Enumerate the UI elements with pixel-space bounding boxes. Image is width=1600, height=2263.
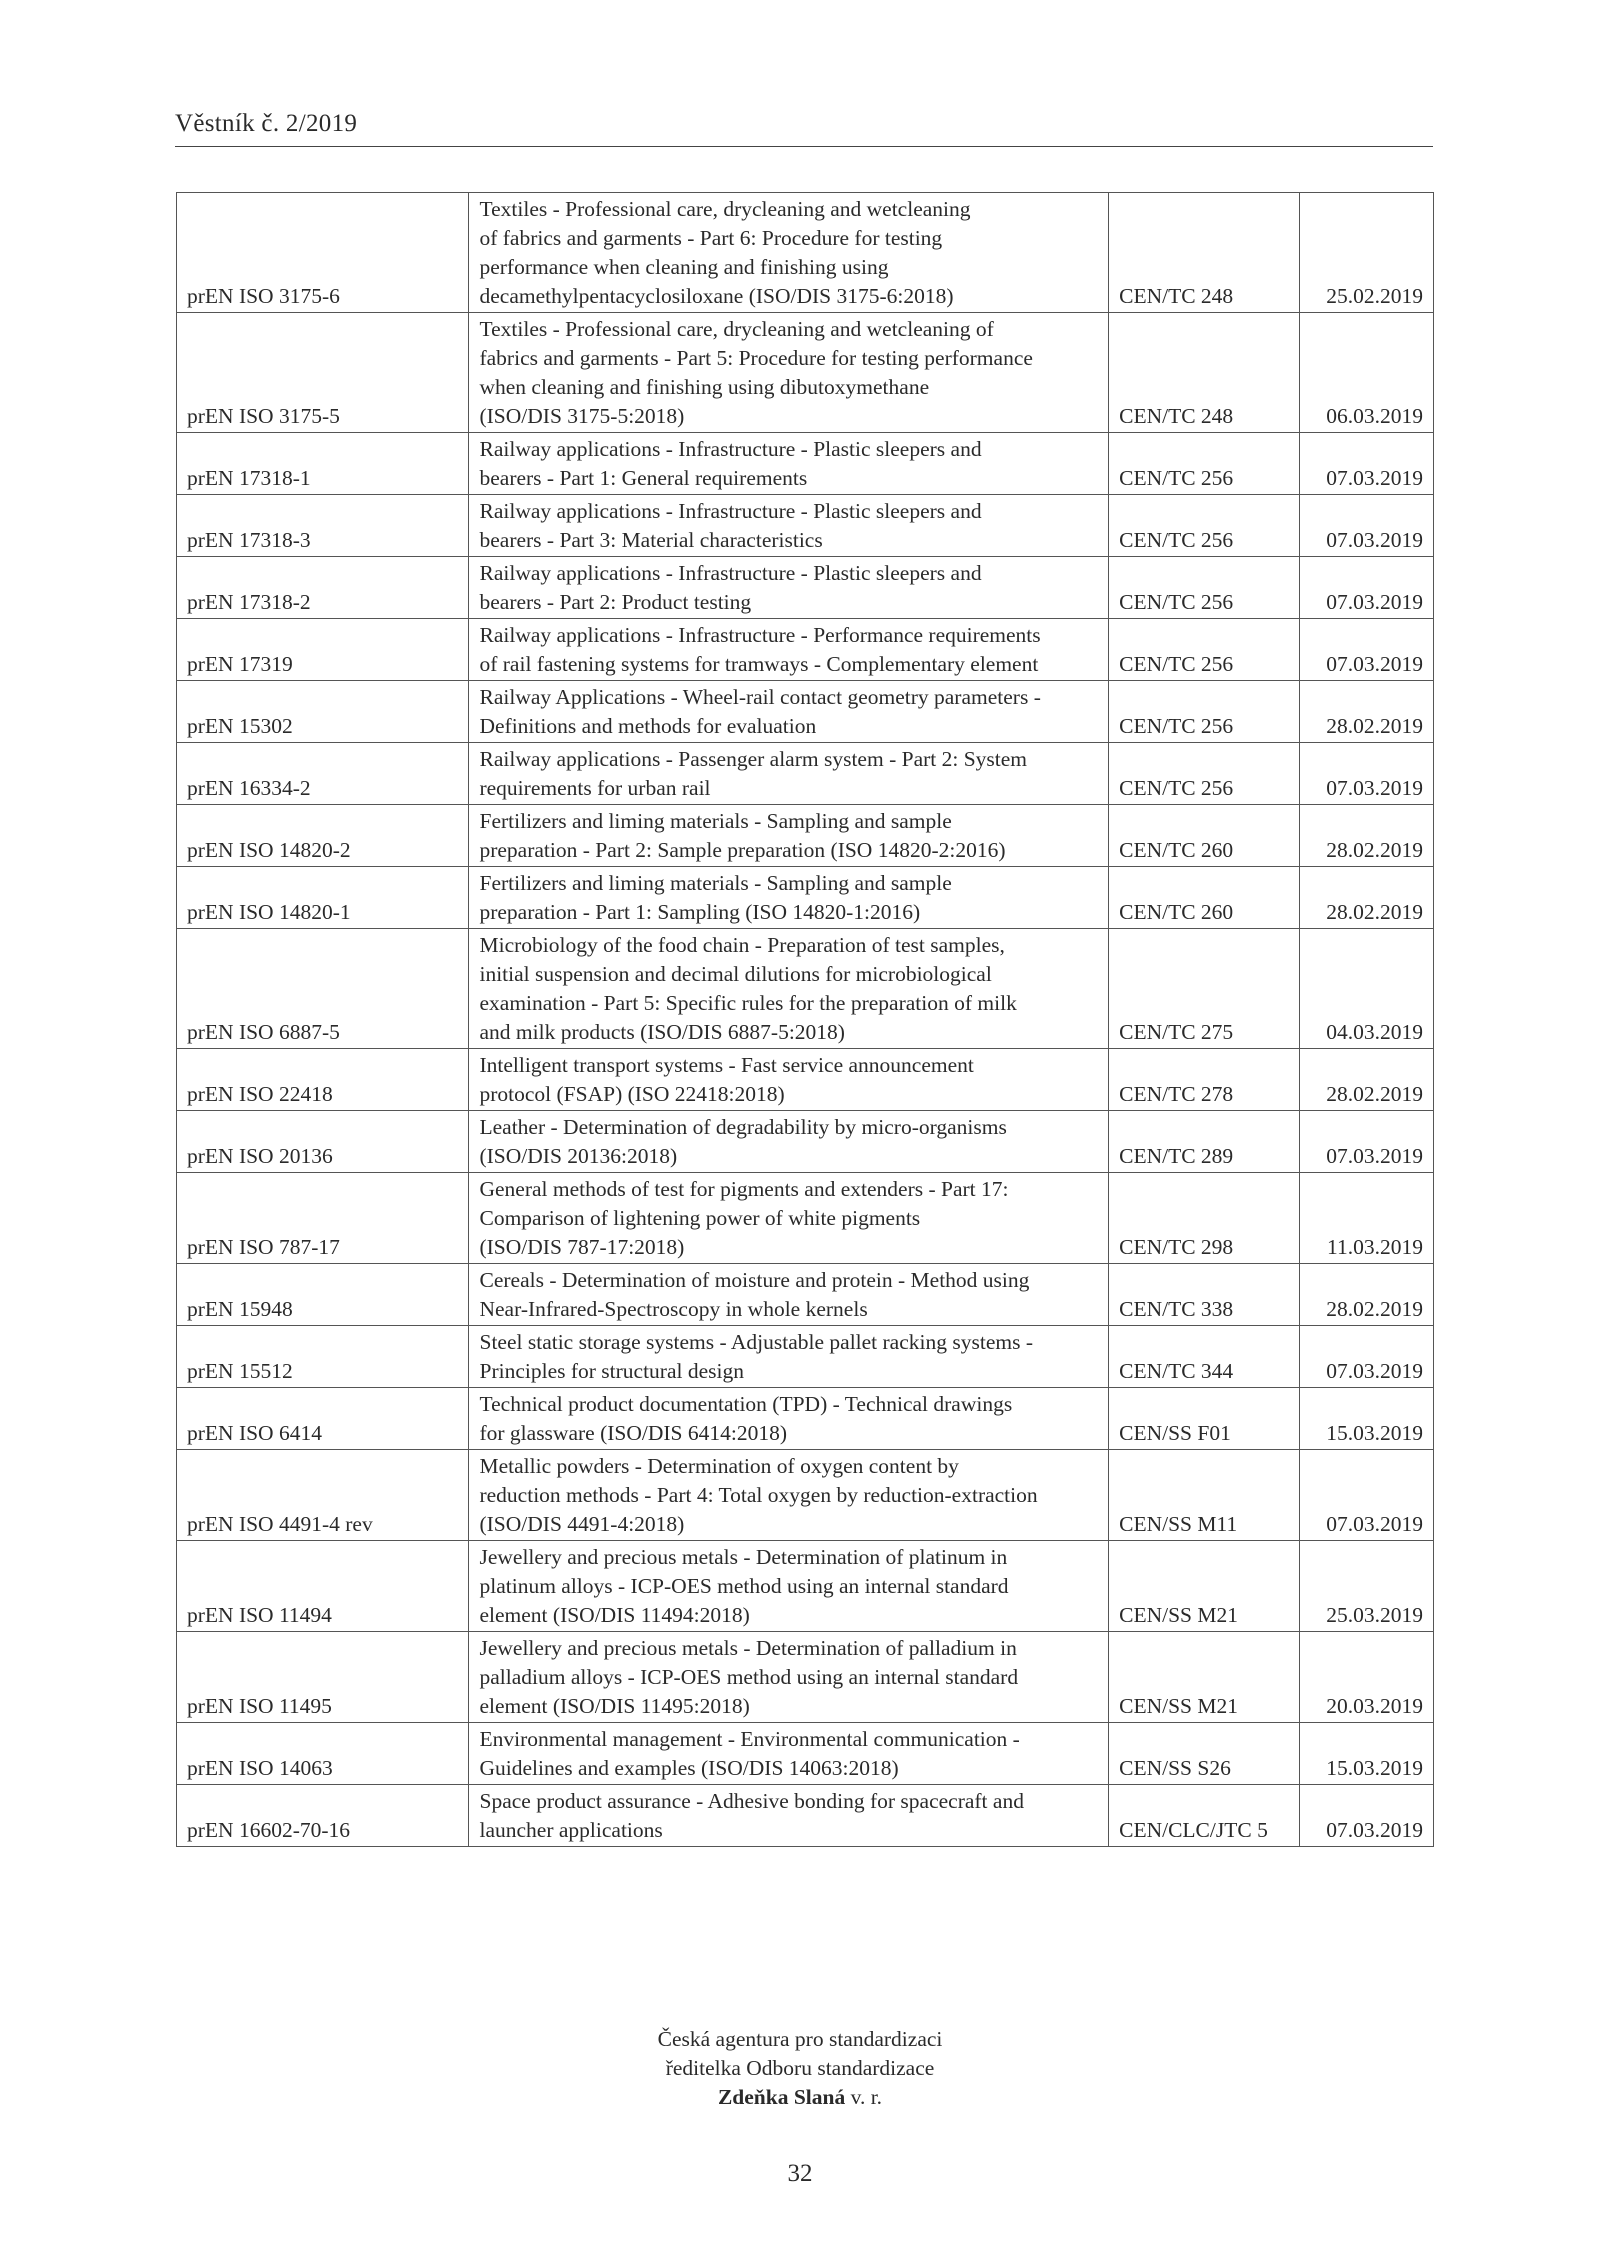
standards-table-body [177, 193, 1434, 1847]
standard-title-cell: Intelligent transport systems - Fast service announcement protocol (FSAP) (ISO 22418:2018) [469, 1049, 1109, 1111]
standard-code-cell: prEN ISO 787-17 [177, 1173, 469, 1264]
committee-cell: CEN/SS F01 [1109, 1388, 1300, 1450]
standard-code-cell: prEN ISO 6414 [177, 1388, 469, 1450]
header-divider [175, 146, 1433, 147]
table-row [177, 1632, 1434, 1723]
committee-cell: CEN/TC 248 [1109, 313, 1300, 433]
table-row [177, 1785, 1434, 1847]
signatory-name: Zdeňka Slaná [717, 2085, 846, 2109]
standard-title-cell: Leather - Determination of degradability by micro-organisms (ISO/DIS 20136:2018) [469, 1111, 1109, 1173]
deadline-date-cell: 20.03.2019 [1300, 1632, 1434, 1723]
standard-title-cell: General methods of test for pigments and extenders - Part 17: Comparison of lightening power of white pigments (ISO/DIS 787-17:2018) [469, 1173, 1109, 1264]
deadline-date-cell: 25.03.2019 [1300, 1541, 1434, 1632]
standard-title-cell: Railway Applications - Wheel-rail contact geometry parameters - Definitions and methods for evaluation [469, 681, 1109, 743]
standard-title-cell: Technical product documentation (TPD) - Technical drawings for glassware (ISO/DIS 6414:2018) [469, 1388, 1109, 1450]
agency-name: Česká agentura pro standardizaci [657, 2027, 943, 2051]
standard-code-cell: prEN 17319 [177, 619, 469, 681]
table-row [177, 1264, 1434, 1326]
deadline-date-cell: 07.03.2019 [1300, 743, 1434, 805]
standard-title-cell: Fertilizers and liming materials - Sampling and sample preparation - Part 1: Sampling (ISO 14820-1:2016) [469, 867, 1109, 929]
committee-cell: CEN/TC 278 [1109, 1049, 1300, 1111]
standard-code-cell: prEN 16602-70-16 [177, 1785, 469, 1847]
deadline-date-cell: 15.03.2019 [1300, 1388, 1434, 1450]
standard-title-cell: Fertilizers and liming materials - Sampling and sample preparation - Part 2: Sample preparation (ISO 14820-2:2016) [469, 805, 1109, 867]
standard-title-cell: Jewellery and precious metals - Determination of palladium in palladium alloys - ICP-OES method using an internal standard element (ISO/DIS 11495:2018) [469, 1632, 1109, 1723]
standards-table [176, 192, 1434, 1847]
committee-cell: CEN/TC 256 [1109, 743, 1300, 805]
deadline-date-cell: 07.03.2019 [1300, 495, 1434, 557]
committee-cell: CEN/CLC/JTC 5 [1109, 1785, 1300, 1847]
deadline-date-cell: 07.03.2019 [1300, 1111, 1434, 1173]
committee-cell: CEN/TC 256 [1109, 495, 1300, 557]
table-row [177, 313, 1434, 433]
committee-cell: CEN/TC 256 [1109, 619, 1300, 681]
standard-code-cell: prEN ISO 6887-5 [177, 929, 469, 1049]
deadline-date-cell: 07.03.2019 [1300, 1785, 1434, 1847]
table-row [177, 929, 1434, 1049]
standard-code-cell: prEN ISO 14820-2 [177, 805, 469, 867]
signature-block [0, 2025, 1600, 2112]
table-row [177, 619, 1434, 681]
committee-cell: CEN/SS M21 [1109, 1541, 1300, 1632]
deadline-date-cell: 07.03.2019 [1300, 1450, 1434, 1541]
standard-title-cell: Railway applications - Infrastructure - Plastic sleepers and bearers - Part 1: General requirements [469, 433, 1109, 495]
standard-title-cell: Textiles - Professional care, drycleaning and wetcleaning of fabrics and garments - Part 6: Procedure for testing performance when cleaning and finishing using decamethylpentacyclosiloxane (ISO/DIS 3175-6:2018) [469, 193, 1109, 313]
deadline-date-cell: 07.03.2019 [1300, 557, 1434, 619]
deadline-date-cell: 28.02.2019 [1300, 805, 1434, 867]
standard-title-cell: Jewellery and precious metals - Determination of platinum in platinum alloys - ICP-OES method using an internal standard element (ISO/DIS 11494:2018) [469, 1541, 1109, 1632]
table-row [177, 805, 1434, 867]
standard-code-cell: prEN ISO 20136 [177, 1111, 469, 1173]
committee-cell: CEN/TC 344 [1109, 1326, 1300, 1388]
table-row [177, 867, 1434, 929]
table-row [177, 743, 1434, 805]
committee-cell: CEN/TC 260 [1109, 867, 1300, 929]
table-row [177, 1450, 1434, 1541]
standard-code-cell: prEN 17318-2 [177, 557, 469, 619]
committee-cell: CEN/TC 256 [1109, 433, 1300, 495]
standard-code-cell: prEN 17318-3 [177, 495, 469, 557]
standard-title-cell: Steel static storage systems - Adjustable pallet racking systems - Principles for structural design [469, 1326, 1109, 1388]
standard-title-cell: Metallic powders - Determination of oxygen content by reduction methods - Part 4: Total oxygen by reduction-extraction (ISO/DIS 4491-4:2018) [469, 1450, 1109, 1541]
standard-title-cell: Railway applications - Infrastructure - Performance requirements of rail fastening systems for tramways - Complementary element [469, 619, 1109, 681]
standard-code-cell: prEN ISO 11494 [177, 1541, 469, 1632]
standard-title-cell: Cereals - Determination of moisture and protein - Method using Near-Infrared-Spectroscopy in whole kernels [469, 1264, 1109, 1326]
standard-title-cell: Environmental management - Environmental communication - Guidelines and examples (ISO/DIS 14063:2018) [469, 1723, 1109, 1785]
deadline-date-cell: 25.02.2019 [1300, 193, 1434, 313]
deadline-date-cell: 11.03.2019 [1300, 1173, 1434, 1264]
committee-cell: CEN/TC 260 [1109, 805, 1300, 867]
table-row [177, 1111, 1434, 1173]
standard-code-cell: prEN ISO 11495 [177, 1632, 469, 1723]
table-row [177, 557, 1434, 619]
committee-cell: CEN/SS M21 [1109, 1632, 1300, 1723]
table-row [177, 495, 1434, 557]
standard-code-cell: prEN ISO 3175-6 [177, 193, 469, 313]
committee-cell: CEN/TC 256 [1109, 557, 1300, 619]
deadline-date-cell: 07.03.2019 [1300, 619, 1434, 681]
committee-cell: CEN/TC 275 [1109, 929, 1300, 1049]
deadline-date-cell: 15.03.2019 [1300, 1723, 1434, 1785]
committee-cell: CEN/SS M11 [1109, 1450, 1300, 1541]
deadline-date-cell: 04.03.2019 [1300, 929, 1434, 1049]
standard-title-cell: Railway applications - Infrastructure - Plastic sleepers and bearers - Part 3: Material characteristics [469, 495, 1109, 557]
standard-title-cell: Textiles - Professional care, drycleaning and wetcleaning of fabrics and garments - Part 5: Procedure for testing performance when cleaning and finishing using dibutoxymethane (ISO/DIS 3175-5:2018) [469, 313, 1109, 433]
deadline-date-cell: 28.02.2019 [1300, 1264, 1434, 1326]
standard-code-cell: prEN ISO 22418 [177, 1049, 469, 1111]
standard-code-cell: prEN 17318-1 [177, 433, 469, 495]
standard-title-cell: Railway applications - Passenger alarm system - Part 2: System requirements for urban rail [469, 743, 1109, 805]
committee-cell: CEN/TC 248 [1109, 193, 1300, 313]
standard-title-cell: Railway applications - Infrastructure - Plastic sleepers and bearers - Part 2: Product testing [469, 557, 1109, 619]
standard-code-cell: prEN 15302 [177, 681, 469, 743]
table-row [177, 681, 1434, 743]
table-row [177, 433, 1434, 495]
table-row [177, 193, 1434, 313]
standard-code-cell: prEN 15948 [177, 1264, 469, 1326]
deadline-date-cell: 06.03.2019 [1300, 313, 1434, 433]
deadline-date-cell: 07.03.2019 [1300, 1326, 1434, 1388]
deadline-date-cell: 28.02.2019 [1300, 1049, 1434, 1111]
standard-code-cell: prEN 15512 [177, 1326, 469, 1388]
table-row [177, 1049, 1434, 1111]
signatory-position: ředitelka Odboru standardizace [665, 2056, 935, 2080]
deadline-date-cell: 28.02.2019 [1300, 681, 1434, 743]
committee-cell: CEN/SS S26 [1109, 1723, 1300, 1785]
table-row [177, 1388, 1434, 1450]
standard-title-cell: Space product assurance - Adhesive bonding for spacecraft and launcher applications [469, 1785, 1109, 1847]
standard-title-cell: Microbiology of the food chain - Preparation of test samples, initial suspension and decimal dilutions for microbiological examination - Part 5: Specific rules for the preparation of milk and milk products (ISO/DIS 6887-5:2018) [469, 929, 1109, 1049]
standard-code-cell: prEN ISO 14820-1 [177, 867, 469, 929]
standard-code-cell: prEN ISO 3175-5 [177, 313, 469, 433]
standard-code-cell: prEN ISO 14063 [177, 1723, 469, 1785]
committee-cell: CEN/TC 298 [1109, 1173, 1300, 1264]
signatory-line [0, 2083, 1600, 2112]
table-row [177, 1541, 1434, 1632]
standard-code-cell: prEN ISO 4491-4 rev [177, 1450, 469, 1541]
page-number: 32 [787, 2160, 813, 2187]
signatory-suffix: v. r. [850, 2085, 883, 2109]
standard-code-cell: prEN 16334-2 [177, 743, 469, 805]
committee-cell: CEN/TC 289 [1109, 1111, 1300, 1173]
deadline-date-cell: 07.03.2019 [1300, 433, 1434, 495]
table-row [177, 1173, 1434, 1264]
deadline-date-cell: 28.02.2019 [1300, 867, 1434, 929]
table-row [177, 1326, 1434, 1388]
page-header-title: Věstník č. 2/2019 [175, 110, 358, 137]
committee-cell: CEN/TC 256 [1109, 681, 1300, 743]
committee-cell: CEN/TC 338 [1109, 1264, 1300, 1326]
table-row [177, 1723, 1434, 1785]
